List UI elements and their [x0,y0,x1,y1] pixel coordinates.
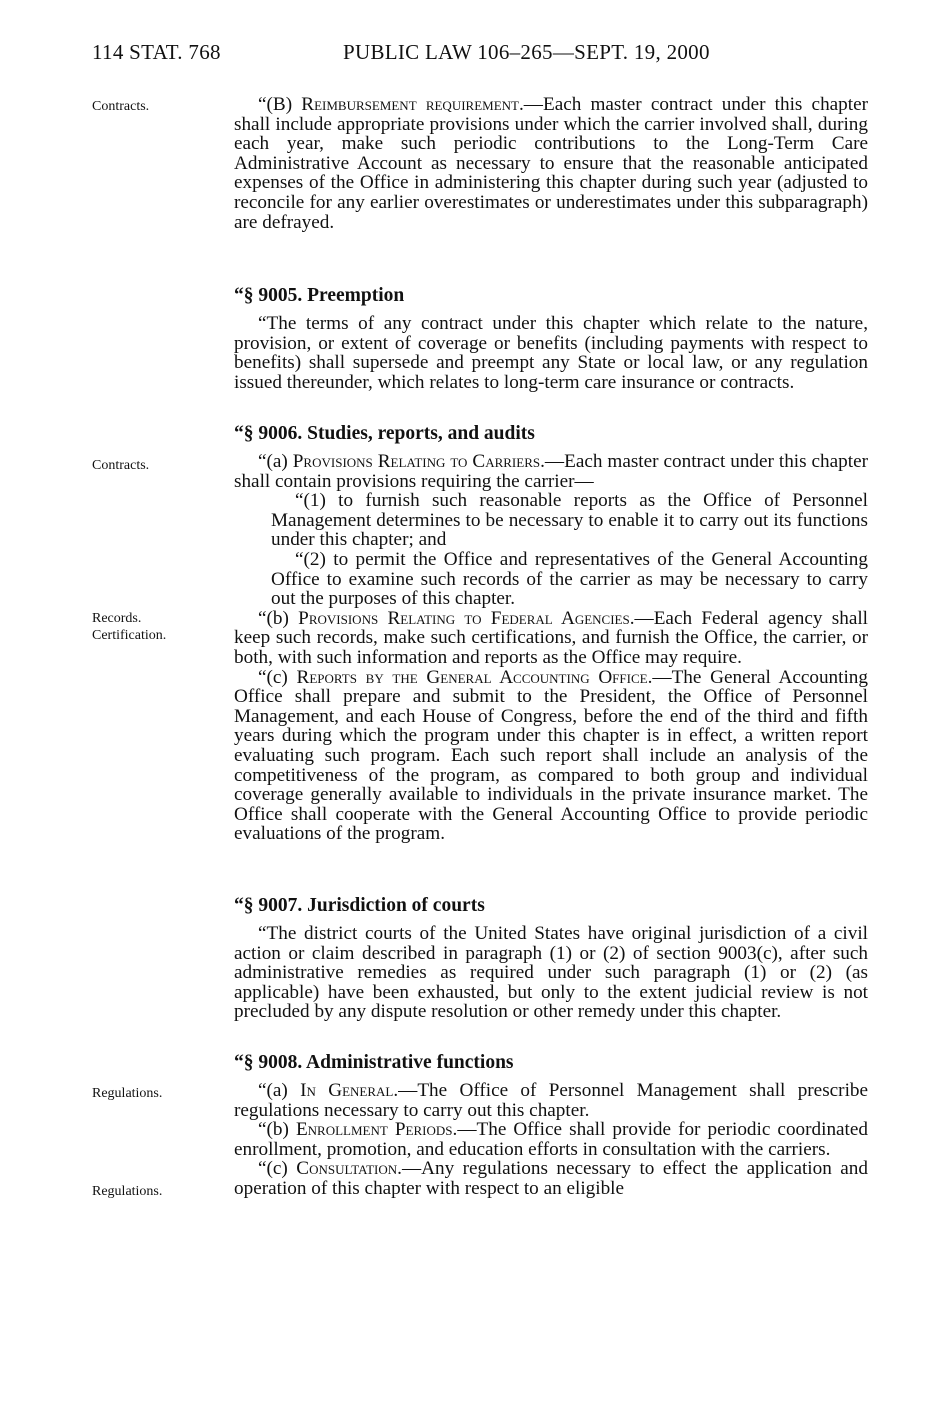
text: —Any regulations necessary to effect the application and operation of this chapter with respect to an eligible [234,1158,868,1199]
subsection-b [234,1120,868,1159]
section-9006-body [234,452,868,844]
paragraph-1: “(1) to furnish such reasonable reports as the Office of Personnel Management determines to be necessary to enable it to carry out its functions under this chapter; and [271,490,868,551]
section-9005 [234,285,868,307]
caption: Reports by the General Accounting Office. [296,666,653,688]
paragraph-2: “(2) to permit the Office and representatives of the General Accounting Office to examine such records of the carrier as may be necessary to carry out the purposes of this chapter. [271,548,868,610]
lead: “(B) [258,94,302,115]
margin-note-regulations: Regulations. [92,1086,163,1101]
text: —The Office shall provide for periodic coordinated enrollment, promotion, and education efforts in consultation with the carriers. [234,1119,868,1160]
subsection-a [234,452,868,491]
section-heading: “§ 9006. Studies, reports, and audits [234,423,535,444]
section-9008 [234,1052,868,1074]
paragraph: “The district courts of the United States have original jurisdiction of a civil action or claim described in paragraph (1) or (2) of section 9003(c), after such administrative remedies as required under such paragraph (1) or (2) (as applicable) have been exhausted, but only to the extent judicial review is not precluded by any dispute resolution or other remedy under this chapter. [234,923,868,1023]
text: —Each master contract under this chapter shall contain provisions requiring the carrier— [234,451,868,492]
subsection-c [234,668,868,844]
section-9007-body [234,924,868,1022]
paragraph [234,95,868,232]
public-law-citation: PUBLIC LAW 106–265—SEPT. 19, 2000 [343,40,710,64]
lead: “(c) [258,666,297,688]
margin-note-contracts: Contracts. [92,99,150,114]
caption: Reimbursement requirement. [301,94,524,115]
paragraph: “The terms of any contract under this chapter which relate to the nature, provision, or extent of coverage or benefits (including payments with respect to benefits) shall supersede and preempt any State or local law, or any regulation issued thereunder, which relates to long-term care insurance or contracts. [234,313,868,393]
subsection-a [234,1081,868,1120]
lead: “(b) [258,1119,296,1141]
subparagraph-b-reimbursement [234,95,868,232]
statute-page-number: 114 STAT. 768 [92,40,221,64]
section-heading: “§ 9008. Administrative functions [234,1052,514,1073]
section-9007 [234,895,868,917]
margin-note-contracts: Contracts. [92,458,150,473]
subsection-b [234,609,868,668]
text: —Each master contract under this chapter shall include appropriate provisions under which the carrier involved shall, during each year, make such periodic contributions to the Long-Term Care Administrative Account as necessary to ensure that the reasonable anticipated expenses of the Office in administering this chapter during such year (adjusted to reconcile for any earlier overestimates or underestimates under this subparagraph) are defrayed. [234,94,869,233]
margin-note-certification: Certification. [92,628,167,643]
text: —Each Federal agency shall keep such records, make such certifications, and furnish the Office, the carrier, or both, with such information and reports as the Office may require. [234,607,868,668]
lead: “(a) [258,1080,301,1101]
margin-note-regulations: Regulations. [92,1184,163,1199]
caption: Consultation. [296,1158,402,1180]
text: —The Office of Personnel Management shall prescribe regulations necessary to carry out this chapter. [234,1080,869,1121]
text: —The General Accounting Office shall prepare and submit to the President, the Office of Personnel Management, and each House of Congress, before the end of the third and fifth years during which the program under this chapter is in effect, a written report evaluating such program. Each such report shall include an analysis of the competitiveness of the program, as compared to both group and individual coverage generally available to individuals in the private insurance market. The Office shall cooperate with the General Accounting Office to provide periodic evaluations of the program. [234,666,868,845]
caption: Provisions Relating to Federal Agencies. [298,607,635,629]
caption: Provisions Relating to Carriers. [292,451,545,472]
caption: In General. [300,1080,399,1101]
margin-note-records: Records. [92,611,142,626]
section-9006 [234,423,868,445]
section-9005-body [234,314,868,392]
section-heading: “§ 9005. Preemption [234,285,405,306]
lead: “(b) [258,607,299,629]
lead: “(c) [258,1158,297,1180]
lead: “(a) [258,451,293,472]
caption: Enrollment Periods. [295,1119,458,1141]
subsection-c [234,1159,868,1198]
section-9008-body [234,1081,868,1199]
section-heading: “§ 9007. Jurisdiction of courts [234,895,485,916]
